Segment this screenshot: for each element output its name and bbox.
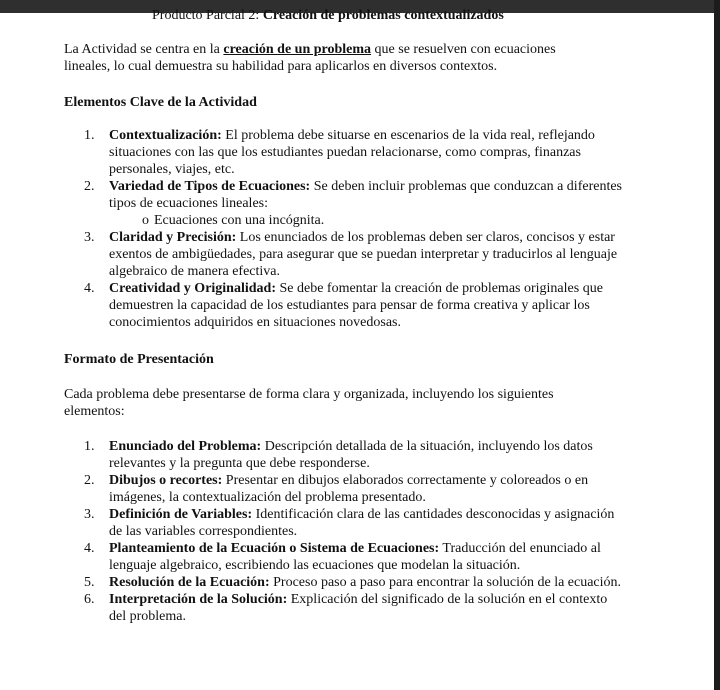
- item-text: Explicación del significado de la solución en el contexto del problema.: [109, 592, 608, 624]
- item-text: Proceso paso a paso para encontrar la solución de la ecuación.: [269, 575, 622, 590]
- list-item: [64, 280, 624, 331]
- list-item: [64, 127, 624, 178]
- item-text: El problema debe situarse en escenarios de la vida real, reflejando situaciones con las que los estudiantes puedan relacionarse, como compras, finanzas personales, viajes, etc.: [109, 128, 595, 177]
- sub-item-text: Ecuaciones con una incógnita.: [154, 213, 325, 228]
- elements-list: [64, 127, 624, 331]
- item-label: Variedad de Tipos de Ecuaciones:: [109, 179, 311, 194]
- list-item: [64, 472, 624, 506]
- page-title: [152, 7, 504, 24]
- circle-bullet-icon: o: [142, 213, 149, 228]
- item-label: Resolución de la Ecuación:: [109, 575, 270, 590]
- item-label: Interpretación de la Solución:: [109, 592, 288, 607]
- item-text: Traducción del enunciado al lenguaje algebraico, escribiendo las ecuaciones que modelan la situación.: [109, 541, 601, 573]
- item-text: Identificación clara de las cantidades desconocidas y asignación de las variables correspondientes.: [109, 507, 615, 539]
- item-label: Claridad y Precisión:: [109, 230, 237, 245]
- intro-text-before: La Actividad se centra en la: [64, 42, 224, 57]
- item-text: Se deben incluir problemas que conduzcan a diferentes tipos de ecuaciones lineales:: [109, 179, 623, 211]
- item-number: 1.: [84, 128, 95, 143]
- item-number: 1.: [84, 439, 95, 454]
- format-list: [64, 438, 624, 625]
- item-number: 4.: [84, 281, 95, 296]
- sub-list-item: [109, 212, 624, 229]
- list-item: [64, 229, 624, 280]
- list-item: [64, 574, 624, 591]
- list-item: [64, 540, 624, 574]
- item-text: Los enunciados de los problemas deben ser claros, concisos y estar exentos de ambigüedades, para asegurar que se puedan interpretar y traducirlos al lenguaje algebraico de manera efectiva.: [109, 230, 618, 279]
- item-number: 4.: [84, 541, 95, 556]
- item-number: 5.: [84, 575, 95, 590]
- list-item: [64, 438, 624, 472]
- item-label: Dibujos o recortes:: [109, 473, 223, 488]
- item-label: Definición de Variables:: [109, 507, 253, 522]
- item-number: 3.: [84, 507, 95, 522]
- item-label: Contextualización:: [109, 128, 222, 143]
- right-edge-shadow: [714, 0, 720, 690]
- item-number: 6.: [84, 592, 95, 607]
- list-item: [64, 506, 624, 540]
- title-prefix: Producto Parcial 2:: [152, 8, 263, 23]
- list-item: [64, 591, 624, 625]
- item-number: 3.: [84, 230, 95, 245]
- item-text: Presentar en dibujos elaborados correctamente y coloreados o en imágenes, la contextualización del problema presentado.: [109, 473, 589, 505]
- item-text: Se debe fomentar la creación de problemas originales que demuestren la capacidad de los estudiantes para pensar de forma creativa y aplicar los conocimientos adquiridos en situaciones novedosas.: [109, 281, 603, 330]
- list-item: [64, 178, 624, 229]
- intro-highlight: creación de un problema: [223, 42, 372, 57]
- intro-text-after: que se resuelven con ecuaciones lineales, lo cual demuestra su habilidad para aplicarlos en diversos contextos.: [64, 42, 556, 74]
- format-intro-paragraph: Cada problema debe presentarse de forma clara y organizada, incluyendo los siguientes elementos:: [64, 387, 554, 419]
- sub-list: [109, 212, 624, 229]
- item-label: Planteamiento de la Ecuación o Sistema de Ecuaciones:: [109, 541, 440, 556]
- section-heading-elementos: Elementos Clave de la Actividad: [64, 95, 257, 110]
- section-heading-formato: Formato de Presentación: [64, 352, 214, 367]
- item-text: Descripción detallada de la situación, incluyendo los datos relevantes y la pregunta que debe responderse.: [109, 439, 593, 471]
- item-number: 2.: [84, 473, 95, 488]
- title-main: Creación de problemas contextualizados: [262, 8, 504, 23]
- intro-paragraph: [64, 41, 604, 75]
- item-label: Creatividad y Originalidad:: [109, 281, 276, 296]
- item-label: Enunciado del Problema:: [109, 439, 262, 454]
- item-number: 2.: [84, 179, 95, 194]
